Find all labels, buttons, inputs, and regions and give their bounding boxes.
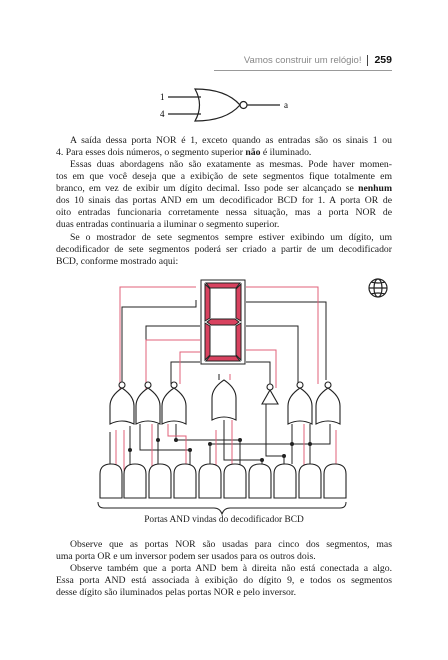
header-separator: [367, 55, 368, 66]
p1-text-a: 4. Para esses dois números, o segmento superior: [56, 146, 243, 158]
inverter-bubble: [267, 384, 273, 390]
nor-input-1-label: 1: [160, 92, 165, 102]
p2-line-2: tos em que você deseja que a exibição de sete segmentos fique totalmente em: [56, 170, 392, 182]
p1-bold-nao: não: [245, 146, 261, 158]
and-gate-5: [224, 464, 246, 498]
inverter: [262, 390, 278, 404]
junction-dots: [128, 438, 312, 462]
nor-gate-1: [110, 388, 134, 424]
p1-line-2: [56, 147, 392, 159]
and-gate-0: [100, 464, 122, 498]
nor-gate-2: [136, 388, 160, 424]
p1-text-b: é iluminado.: [262, 146, 312, 158]
and-gates: [100, 464, 346, 498]
p1-line-1: A saída dessa porta NOR é 1, exceto quando as entradas são os sinais 1 ou: [70, 135, 392, 146]
or-gate: [212, 380, 236, 420]
and-gate-2: [149, 464, 171, 498]
page-number: 259: [374, 54, 392, 66]
nor-gate-3-bubble: [171, 382, 177, 388]
nor-gate-1-bubble: [119, 382, 125, 388]
p4-line-2: uma porta OR e um inversor podem ser usados para os outros dois.: [56, 550, 316, 562]
p2-text-a: branco, em vez de exibir um dígito decimal. Isso pode ser alcançado se: [56, 182, 354, 194]
nor-gate-5: [316, 388, 340, 424]
and-gate-4: [199, 464, 221, 498]
seven-segment-display: [201, 280, 245, 364]
segment-e: [205, 323, 210, 360]
segment-c: [236, 323, 241, 360]
segment-gates: [110, 380, 340, 424]
and-gate-6: [249, 464, 271, 498]
p2-line-6: duas entradas continuaria a iluminar o segmento superior.: [56, 218, 280, 230]
p2-line-4: dos 10 sinais das portas AND em um decodificador BCD for 1. A porta OR de: [56, 194, 392, 206]
nor-gate-2-bubble: [145, 382, 151, 388]
black-wires: [110, 300, 330, 468]
and-gate-3: [174, 464, 196, 498]
paragraph-3: [56, 232, 392, 268]
segment-d: [206, 356, 240, 361]
p2-line-3: [56, 183, 392, 195]
and-gate-1: [124, 464, 146, 498]
p5-line-2: Essa porta AND está associada à exibição do dígito 9, e todos os segmentos: [56, 574, 392, 586]
paragraph-4: [56, 539, 392, 563]
p3-line-2: decodificador de sete segmentos poderá ser criado a partir de um decodificador: [56, 243, 392, 255]
segment-f: [205, 284, 210, 321]
nor-gate-body: [195, 89, 240, 121]
nor-output-label: a: [284, 100, 288, 110]
nor-gate-5-bubble: [325, 382, 331, 388]
brace: [98, 502, 346, 514]
p2-line-1: Essas duas abordagens não são exatamente as mesmas. Pode haver momen-: [70, 159, 392, 170]
and-gate-8: [299, 464, 321, 498]
globe-icon[interactable]: [369, 279, 387, 297]
nor-gate-3: [162, 388, 186, 424]
and-gate-7: [274, 464, 296, 498]
red-wires: [116, 287, 336, 470]
segment-g: [207, 319, 239, 325]
paragraph-2: [56, 159, 392, 230]
nor-gate-4: [288, 388, 312, 424]
p4-line-1: Observe que as portas NOR são usadas para cinco dos segmentos, mas: [70, 539, 392, 550]
nor-input-4-label: 4: [160, 109, 165, 119]
segment-a: [206, 283, 240, 288]
p3-line-3: BCD, conforme mostrado aqui:: [56, 255, 179, 267]
header-rule: [214, 70, 392, 71]
paragraph-5: [56, 563, 392, 599]
and-gate-9: [324, 464, 346, 498]
p5-line-1: Observe também que a porta AND bem à direita não está conectada a algo.: [70, 563, 392, 574]
p2-line-5: oito entradas funcionaria corretamente nessa situação, mas a porta NOR de: [56, 206, 392, 218]
nor-bubble: [240, 102, 247, 109]
p3-line-1: Se o mostrador de sete segmentos sempre estiver exibindo um dígito, um: [70, 232, 392, 243]
running-title: Vamos construir um relógio!: [243, 54, 362, 66]
segment-b: [236, 284, 241, 321]
paragraph-1: [56, 135, 392, 159]
display-frame: [201, 280, 245, 364]
p2-bold-nenhum: nenhum: [358, 182, 393, 194]
figure-caption: Portas AND vindas do decodificador BCD: [144, 515, 304, 525]
nor-gate-4-bubble: [297, 382, 303, 388]
running-header: [214, 52, 392, 68]
p5-line-3: desse dígito são iluminados pelas portas NOR e pelo inversor.: [56, 586, 296, 598]
